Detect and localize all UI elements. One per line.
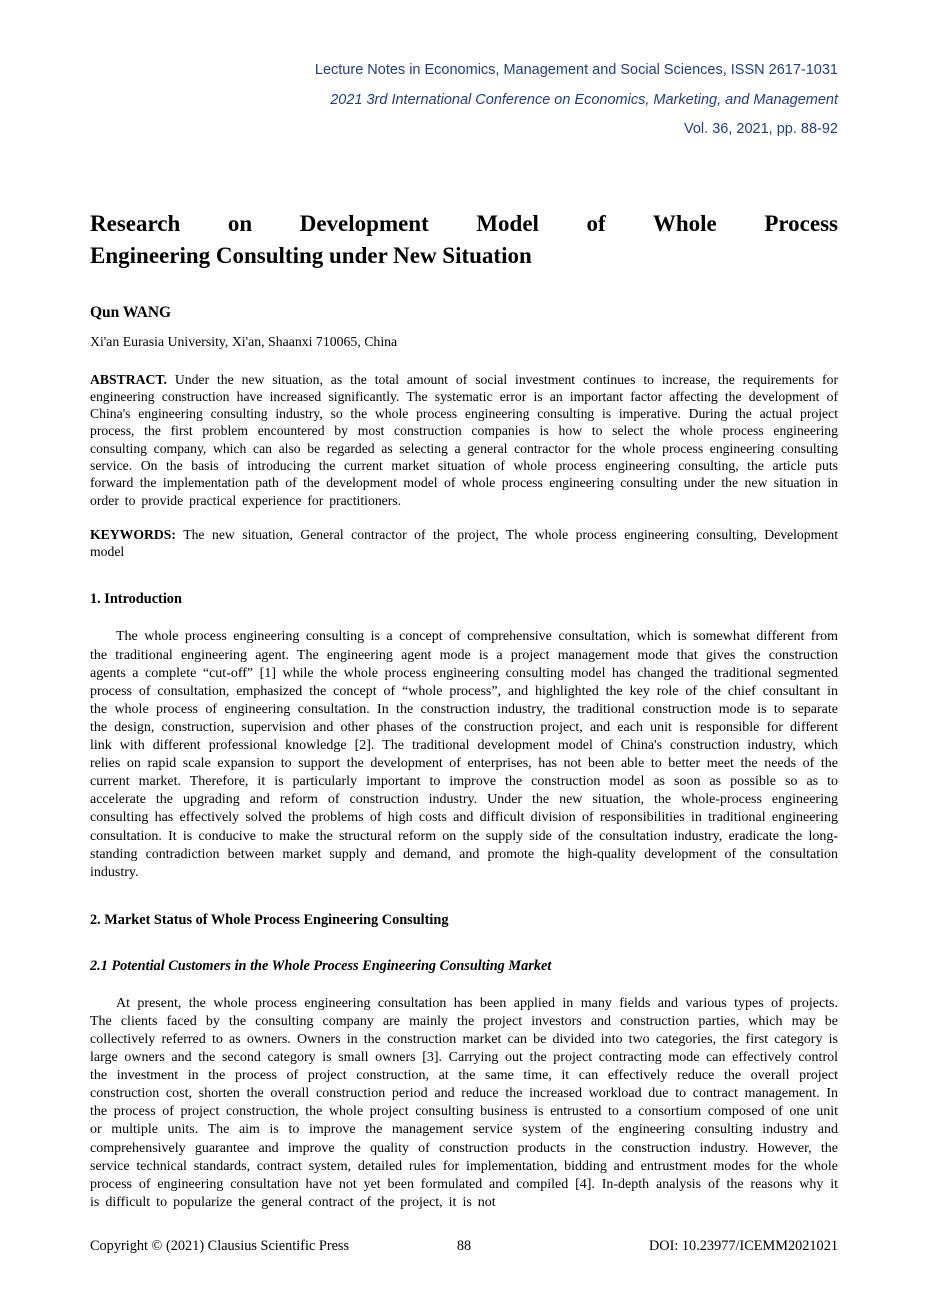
- author-name: Qun WANG: [90, 303, 172, 321]
- paper-title: [90, 208, 838, 273]
- copyright-text: Copyright © (2021) Clausius Scientific Press: [90, 1238, 350, 1254]
- author-affiliation: Xi'an Eurasia University, Xi'an, Shaanxi 710065, China: [90, 333, 398, 349]
- keywords-label: KEYWORDS:: [90, 526, 176, 542]
- doi-text: DOI: 10.23977/ICEMM2021021: [648, 1238, 838, 1254]
- page-number: 88: [456, 1238, 472, 1254]
- paper-title-line2: Engineering Consulting under New Situation: [90, 243, 532, 268]
- section-heading-market-status: 2. Market Status of Whole Process Engineering Consulting: [90, 911, 449, 928]
- page-footer: [90, 1238, 838, 1255]
- journal-name: Lecture Notes in Economics, Management and Social Sciences, ISSN 2617-1031: [314, 62, 838, 78]
- keywords: [90, 526, 838, 561]
- paper-title-line1: Research on Development Model of Whole Process: [90, 210, 838, 236]
- conference-name: 2021 3rd International Conference on Economics, Marketing, and Management: [330, 91, 838, 108]
- market-status-paragraph: At present, the whole process engineering consultation has been applied in many fields and various types of projects. The clients faced by the consulting company are mainly the project investors and construction parties, which may be collectively referred to as owners. Owners in the construction market can be divided into two categories, the first category is large owners and the second category is small owners [3]. Carrying out the project contracting mode can effectively control the investment in the process of project construction, at the same time, it can effectively reduce the overall project construction cost, shorten the overall construction period and reduce the increased workload due to contract management. In the process of project construction, the whole project consulting business is entrusted to a consortium composed of one unit or multiple units. The aim is to improve the management service system of the engineering consulting industry and comprehensively guarantee and improve the quality of construction products in the construction industry. However, the service technical standards, contract system, detailed rules for implementation, bidding and entrustment modes for the whole process of engineering consultation have not yet been formulated and compiled [4]. In-depth analysis of the reasons why it is difficult to popularize the general contract of the project, it is not: [90, 995, 838, 1210]
- section-heading-introduction: 1. Introduction: [90, 591, 182, 608]
- introduction-paragraph: The whole process engineering consulting is a concept of comprehensive consultation, which is somewhat different from the traditional engineering agent. The engineering agent mode is a project management mode that gives the construction agents a complete “cut-off” [1] while the whole process engineering consulting model has changed the traditional segmented process of consultation, emphasized the concept of “whole process”, and highlighted the key role of the chief consultant in the whole process of engineering consultation. In the construction industry, the traditional construction mode is to separate the design, construction, supervision and other phases of the construction project, and each unit is responsible for different link with different professional knowledge [2]. The traditional development model of China's construction industry, which relies on rapid scale expansion to support the development of enterprises, has not been able to better meet the needs of the current market. Therefore, it is particularly important to improve the construction model as soon as possible so as to accelerate the upgrading and reform of construction industry. Under the new situation, the whole-process engineering consulting has effectively solved the problems of high costs and difficult division of responsibilities in traditional engineering consultation. It is conducive to make the structural reform on the supply side of the consultation industry, eradicate the long-standing contradiction between market supply and demand, and promote the high-quality development of the consultation industry.: [90, 629, 838, 880]
- abstract-text: Under the new situation, as the total amount of social investment continues to increase, the requirements for engineering construction have increased significantly. The systematic error is an important factor affecting the development of China's engineering consulting industry, so the whole process engineering consulting is imperative. During the actual project process, the first problem encountered by most construction companies is how to select the whole process engineering consulting company, which can also be regarded as selecting a general contractor for the whole process engineering consulting service. On the basis of introducing the current market situation of whole process engineering consulting, the article puts forward the implementation path of the development model of whole process engineering consulting under the new situation in order to provide practical experience for practitioners.: [90, 371, 839, 508]
- journal-header: [90, 0, 838, 145]
- abstract: [90, 371, 838, 509]
- keywords-text: The new situation, General contractor of the project, The whole process engineering consulting, Development model: [90, 526, 838, 560]
- abstract-label: ABSTRACT.: [90, 371, 167, 387]
- subsection-heading-potential-customers: 2.1 Potential Customers in the Whole Process Engineering Consulting Market: [90, 957, 552, 974]
- volume-info: Vol. 36, 2021, pp. 88-92: [684, 121, 838, 137]
